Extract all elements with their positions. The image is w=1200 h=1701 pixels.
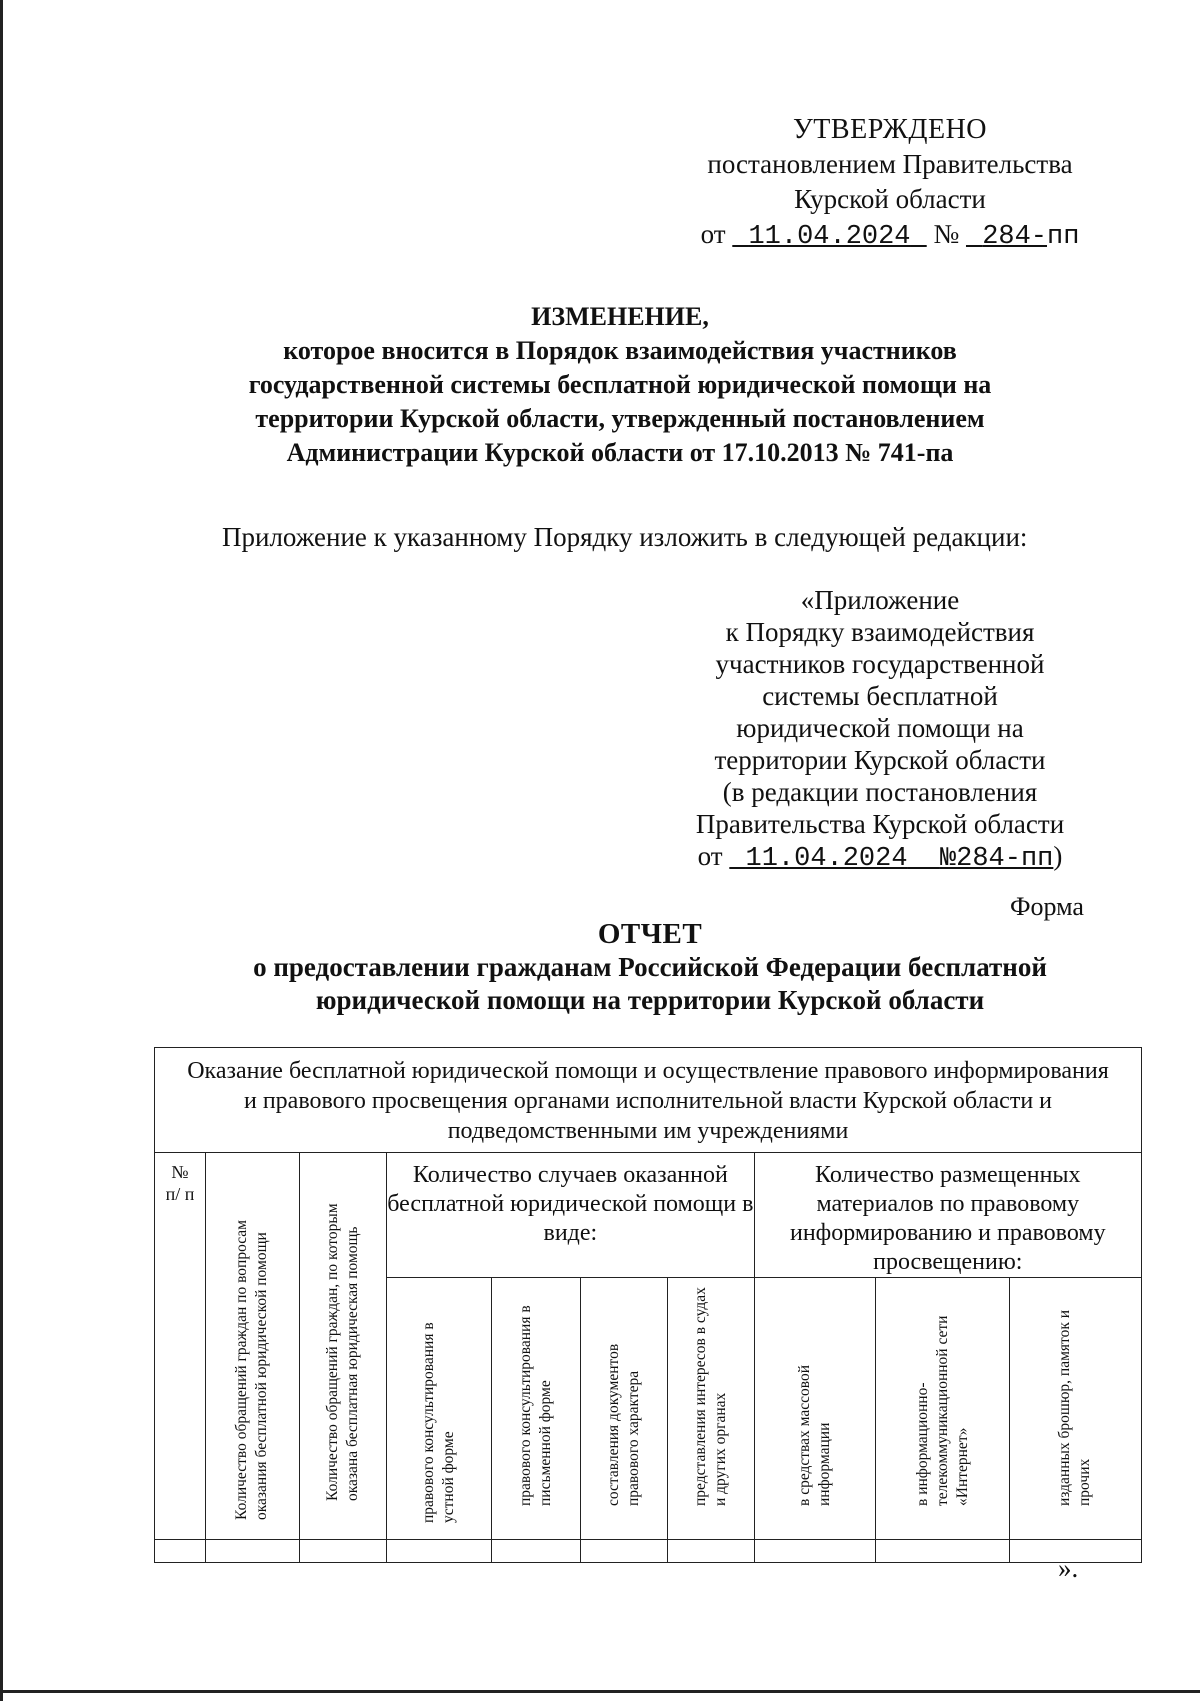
report-heading	[220, 918, 1080, 1017]
approval-date-line	[690, 217, 1090, 255]
appendix-number: №284-пп	[939, 844, 1054, 874]
appendix-line-6: территории Курской области	[714, 745, 1046, 775]
approval-number: 284-пп	[982, 222, 1080, 252]
report-table	[154, 1047, 1142, 1563]
table-cell	[155, 1540, 206, 1563]
table-cell	[876, 1540, 1009, 1563]
heading-line-1: которое вносится в Порядок взаимодействия участников	[283, 336, 957, 365]
report-line-1: о предоставлении гражданам Российской Федерации бесплатной	[253, 952, 1047, 982]
table-cell	[299, 1540, 386, 1563]
column-header-courts: представления интересов в судах и других органах	[668, 1278, 754, 1540]
table-cell	[206, 1540, 300, 1563]
form-label: Форма	[1010, 892, 1084, 921]
column-header-internet: в информационно-телекоммуникационной сети «Интернет»	[876, 1278, 1009, 1540]
table-row	[155, 1540, 1142, 1563]
column-header-media: в средствах массовой информации	[754, 1278, 876, 1540]
approval-line-1: постановлением Правительства	[707, 149, 1073, 179]
scan-edge-left	[0, 0, 3, 1701]
heading-line-3: территории Курской области, утвержденный постановлением	[255, 404, 985, 433]
table-cell	[492, 1540, 580, 1563]
instruction-text: Приложение к указанному Порядку изложить в следующей редакции:	[222, 522, 1028, 552]
approval-line-2: Курской области	[794, 184, 986, 214]
appendix-line-5: юридической помощи на	[736, 713, 1024, 743]
column-header-oral: правового консультирования в устной форме	[387, 1278, 492, 1540]
report-title: ОТЧЕТ	[597, 918, 703, 950]
heading-line-2: государственной системы бесплатной юридической помощи на	[248, 370, 992, 399]
column-header-brochures: изданных брошюр, памяток и прочих	[1009, 1278, 1141, 1540]
scan-edge-bottom	[0, 1690, 1200, 1693]
appendix-date-prefix: от	[697, 841, 723, 871]
table-cell	[668, 1540, 754, 1563]
table-cell	[387, 1540, 492, 1563]
appendix-line-1: «Приложение	[800, 585, 960, 615]
appendix-line-3: участников государственной	[715, 649, 1045, 679]
appendix-line-8: Правительства Курской области	[695, 809, 1065, 839]
closing-quote: ».	[1058, 1553, 1079, 1583]
table-cell	[754, 1540, 876, 1563]
heading-line-4: Администрации Курской области от 17.10.2013 № 741-па	[286, 438, 954, 467]
column-header-appeals: Количество обращений граждан по вопросам оказания бесплатной юридической помощи	[206, 1153, 300, 1540]
column-header-provided: Количество обращений граждан, по которым оказана бесплатная юридическая помощь	[299, 1153, 386, 1540]
column-header-number: № п/ п	[155, 1153, 206, 1540]
approval-number-prefix: №	[933, 219, 960, 249]
appendix-block	[680, 584, 1080, 875]
amendment-heading	[180, 300, 1060, 470]
heading-title: ИЗМЕНЕНИЕ,	[531, 302, 709, 331]
appendix-close: )	[1053, 841, 1063, 871]
appendix-line-2: к Порядку взаимодействия	[725, 617, 1035, 647]
appendix-date: 11.04.2024	[745, 844, 908, 874]
table-caption: Оказание бесплатной юридической помощи и осуществление правового информирования и правового просвещения органами исполнительной власти Курской области и подведомственными им учреждениями	[155, 1048, 1142, 1153]
appendix-line-4: системы бесплатной	[762, 681, 998, 711]
group-header-cases: Количество случаев оказанной бесплатной юридической помощи в виде:	[387, 1153, 754, 1278]
approval-date: 11.04.2024	[748, 222, 911, 252]
appendix-line-7: (в редакции постановления	[722, 777, 1038, 807]
column-header-documents: составления документов правового характера	[580, 1278, 667, 1540]
approval-block	[690, 112, 1090, 255]
approval-title: УТВЕРЖДЕНО	[792, 114, 988, 145]
column-header-written: правового консультирования в письменной форме	[492, 1278, 580, 1540]
appendix-date-line	[680, 840, 1080, 875]
group-header-materials: Количество размещенных материалов по правовому информированию и правовому просвещению:	[754, 1153, 1141, 1278]
table-cell	[580, 1540, 667, 1563]
approval-date-prefix: от	[700, 219, 726, 249]
report-line-2: юридической помощи на территории Курской области	[315, 985, 985, 1015]
